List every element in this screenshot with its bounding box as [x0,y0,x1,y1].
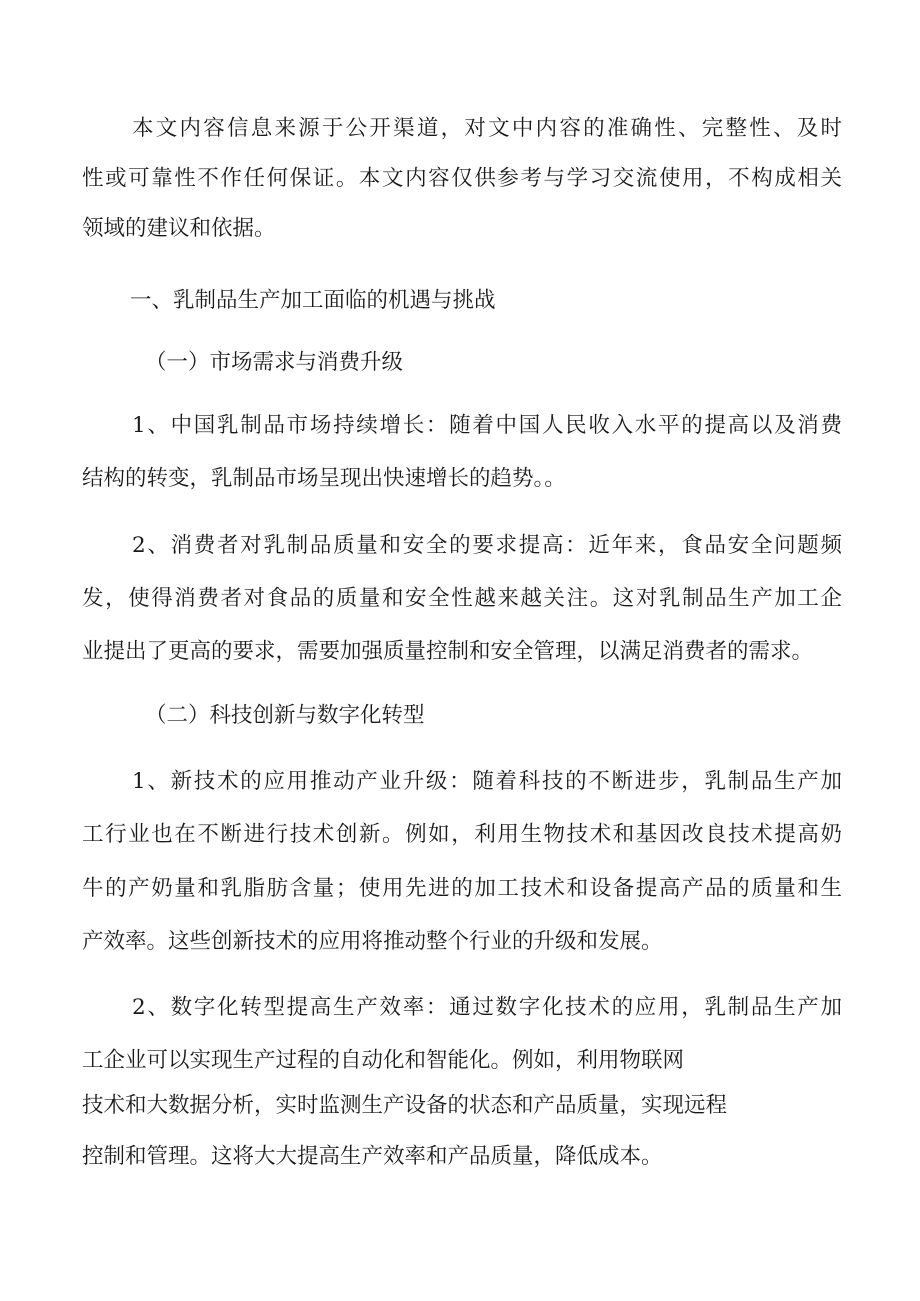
subsection-heading-1: （一）市场需求与消费升级 [145,350,404,375]
sub2-p1-line-2: 工行业也在不断进行技术创新。例如，利用生物技术和基因改良技术提高奶 [82,822,842,847]
sub2-p2-line-2: 工企业可以实现生产过程的自动化和智能化。例如，利用物联网 [82,1048,685,1073]
sub2-p1-line-4: 产效率。这些创新技术的应用将推动整个行业的升级和发展。 [82,929,663,954]
section-heading: 一、乳制品生产加工面临的机遇与挑战 [130,288,496,313]
sub1-p2-line-2: 发，使得消费者对食品的质量和安全性越来越关注。这对乳制品生产加工企 [82,586,842,611]
sub2-p1-line-1: 1、新技术的应用推动产业升级：随着科技的不断进步，乳制品生产加 [132,769,842,794]
disclaimer-line-2: 性或可靠性不作任何保证。本文内容仅供参考与学习交流使用，不构成相关 [82,166,842,191]
disclaimer-line-3: 领域的建议和依据。 [82,216,276,241]
sub2-p1-line-3: 牛的产奶量和乳脂肪含量；使用先进的加工技术和设备提高产品的质量和生 [82,876,842,901]
sub2-p2-line-3: 技术和大数据分析，实时监测生产设备的状态和产品质量，实现远程 [82,1093,728,1118]
sub1-p2-line-1: 2、消费者对乳制品质量和安全的要求提高：近年来，食品安全问题频 [132,533,842,558]
sub2-p2-line-1: 2、数字化转型提高生产效率：通过数字化技术的应用，乳制品生产加 [132,995,842,1020]
subsection-heading-2: （二）科技创新与数字化转型 [145,703,425,728]
disclaimer-line-1: 本文内容信息来源于公开渠道，对文中内容的准确性、完整性、及时 [132,116,842,141]
sub1-p1-line-2: 结构的转变，乳制品市场呈现出快速增长的趋势。。 [82,466,566,491]
sub2-p2-line-4: 控制和管理。这将大大提高生产效率和产品质量，降低成本。 [82,1144,663,1169]
sub1-p1-line-1: 1、中国乳制品市场持续增长：随着中国人民收入水平的提高以及消费 [132,413,842,438]
sub1-p2-line-3: 业提出了更高的要求，需要加强质量控制和安全管理，以满足消费者的需求。 [82,639,814,664]
